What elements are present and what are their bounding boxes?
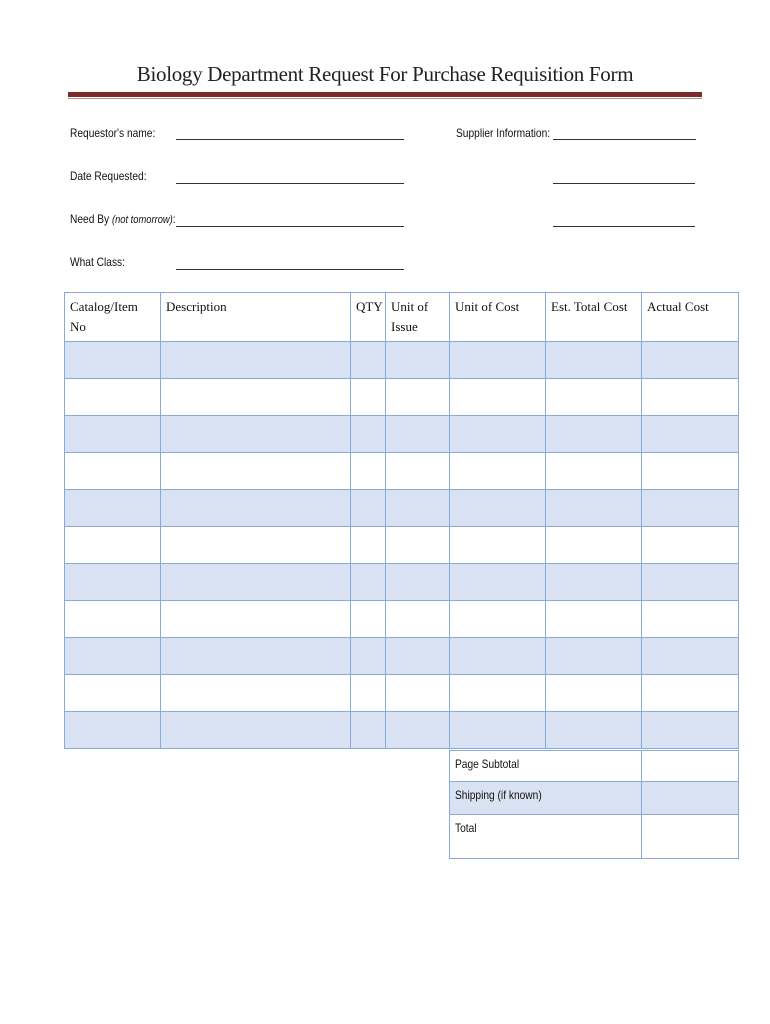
cell-unit-of-issue[interactable] — [386, 416, 450, 453]
cell-unit-of-cost[interactable] — [450, 416, 546, 453]
cell-unit-of-issue[interactable] — [386, 564, 450, 601]
date-requested-label: Date Requested: — [70, 169, 147, 183]
cell-est-total-cost[interactable] — [546, 638, 642, 675]
table-row — [65, 527, 739, 564]
table-header-row — [65, 293, 739, 342]
shipping-cell[interactable] — [642, 782, 739, 815]
table-row — [65, 601, 739, 638]
cell-description[interactable] — [161, 564, 351, 601]
cell-qty[interactable] — [351, 675, 386, 712]
requestor-field[interactable] — [176, 139, 404, 140]
title-underline-thin — [68, 98, 702, 99]
cell-description[interactable] — [161, 379, 351, 416]
cell-actual-cost[interactable] — [642, 416, 739, 453]
cell-description[interactable] — [161, 527, 351, 564]
header-catalog-item-no: Catalog/Item No — [65, 293, 161, 342]
supplier-field-2[interactable] — [553, 183, 695, 184]
cell-unit-of-cost[interactable] — [450, 453, 546, 490]
cell-actual-cost[interactable] — [642, 490, 739, 527]
cell-unit-of-issue[interactable] — [386, 675, 450, 712]
shipping-label: Shipping (if known) — [455, 788, 542, 802]
cell-qty[interactable] — [351, 638, 386, 675]
total-row — [450, 815, 739, 859]
cell-catalog[interactable] — [65, 712, 161, 749]
cell-catalog[interactable] — [65, 453, 161, 490]
totals-table — [449, 750, 739, 859]
cell-unit-of-cost[interactable] — [450, 712, 546, 749]
table-row — [65, 490, 739, 527]
cell-unit-of-cost[interactable] — [450, 379, 546, 416]
header-unit-of-issue: Unit of Issue — [386, 293, 450, 342]
cell-catalog[interactable] — [65, 601, 161, 638]
cell-est-total-cost[interactable] — [546, 416, 642, 453]
date-requested-field[interactable] — [176, 183, 404, 184]
cell-description[interactable] — [161, 675, 351, 712]
subtotal-row — [450, 751, 739, 782]
requestor-label: Requestor's name: — [70, 126, 156, 140]
cell-actual-cost[interactable] — [642, 527, 739, 564]
cell-unit-of-issue[interactable] — [386, 712, 450, 749]
cell-unit-of-cost[interactable] — [450, 601, 546, 638]
cell-catalog[interactable] — [65, 527, 161, 564]
cell-unit-of-issue[interactable] — [386, 601, 450, 638]
cell-description[interactable] — [161, 416, 351, 453]
cell-description[interactable] — [161, 490, 351, 527]
title-underline — [68, 92, 702, 97]
table-row — [65, 675, 739, 712]
cell-est-total-cost[interactable] — [546, 379, 642, 416]
cell-unit-of-issue[interactable] — [386, 490, 450, 527]
cell-unit-of-cost[interactable] — [450, 638, 546, 675]
items-table — [64, 292, 739, 749]
need-by-field[interactable] — [176, 226, 404, 227]
cell-est-total-cost[interactable] — [546, 675, 642, 712]
table-row — [65, 564, 739, 601]
table-row — [65, 342, 739, 379]
cell-catalog[interactable] — [65, 675, 161, 712]
header-qty: QTY — [351, 293, 386, 342]
what-class-label: What Class: — [70, 255, 125, 269]
cell-qty[interactable] — [351, 490, 386, 527]
cell-est-total-cost[interactable] — [546, 601, 642, 638]
cell-actual-cost[interactable] — [642, 601, 739, 638]
need-by-text: Need By — [70, 212, 110, 226]
cell-est-total-cost[interactable] — [546, 490, 642, 527]
cell-unit-of-cost[interactable] — [450, 490, 546, 527]
cell-unit-of-cost[interactable] — [450, 564, 546, 601]
cell-qty[interactable] — [351, 712, 386, 749]
cell-est-total-cost[interactable] — [546, 527, 642, 564]
cell-description[interactable] — [161, 342, 351, 379]
cell-actual-cost[interactable] — [642, 675, 739, 712]
cell-unit-of-issue[interactable] — [386, 379, 450, 416]
cell-description[interactable] — [161, 712, 351, 749]
total-label: Total — [455, 821, 477, 835]
cell-unit-of-issue[interactable] — [386, 453, 450, 490]
total-cell[interactable] — [642, 815, 739, 859]
page-subtotal-cell[interactable] — [642, 751, 739, 782]
page-subtotal-label: Page Subtotal — [455, 757, 520, 771]
cell-catalog[interactable] — [65, 342, 161, 379]
cell-unit-of-cost[interactable] — [450, 675, 546, 712]
cell-qty[interactable] — [351, 564, 386, 601]
cell-catalog[interactable] — [65, 416, 161, 453]
table-row — [65, 453, 739, 490]
cell-actual-cost[interactable] — [642, 342, 739, 379]
header-description: Description — [161, 293, 351, 342]
cell-est-total-cost[interactable] — [546, 342, 642, 379]
cell-description[interactable] — [161, 601, 351, 638]
table-row — [65, 712, 739, 749]
cell-est-total-cost[interactable] — [546, 453, 642, 490]
cell-unit-of-issue[interactable] — [386, 342, 450, 379]
cell-actual-cost[interactable] — [642, 712, 739, 749]
table-row — [65, 416, 739, 453]
cell-unit-of-cost[interactable] — [450, 527, 546, 564]
supplier-info-label: Supplier Information: — [456, 126, 551, 140]
cell-description[interactable] — [161, 638, 351, 675]
cell-actual-cost[interactable] — [642, 379, 739, 416]
supplier-field-1[interactable] — [553, 139, 696, 140]
cell-qty[interactable] — [351, 601, 386, 638]
what-class-field[interactable] — [176, 269, 404, 270]
cell-qty[interactable] — [351, 379, 386, 416]
cell-unit-of-issue[interactable] — [386, 638, 450, 675]
header-unit-of-cost: Unit of Cost — [450, 293, 546, 342]
cell-qty[interactable] — [351, 453, 386, 490]
cell-catalog[interactable] — [65, 379, 161, 416]
cell-qty[interactable] — [351, 527, 386, 564]
need-by-colon: : — [172, 212, 176, 226]
cell-unit-of-issue[interactable] — [386, 527, 450, 564]
cell-catalog[interactable] — [65, 490, 161, 527]
cell-est-total-cost[interactable] — [546, 564, 642, 601]
cell-actual-cost[interactable] — [642, 638, 739, 675]
cell-actual-cost[interactable] — [642, 453, 739, 490]
cell-description[interactable] — [161, 453, 351, 490]
cell-actual-cost[interactable] — [642, 564, 739, 601]
header-est-total-cost: Est. Total Cost — [546, 293, 642, 342]
shipping-row — [450, 782, 739, 815]
cell-qty[interactable] — [351, 416, 386, 453]
table-row — [65, 379, 739, 416]
supplier-field-3[interactable] — [553, 226, 695, 227]
cell-qty[interactable] — [351, 342, 386, 379]
form-title: Biology Department Request For Purchase Requisition Form — [136, 62, 634, 86]
cell-catalog[interactable] — [65, 638, 161, 675]
cell-catalog[interactable] — [65, 564, 161, 601]
need-by-note: (not tomorrow) — [111, 214, 173, 226]
header-actual-cost: Actual Cost — [642, 293, 739, 342]
need-by-label — [70, 212, 176, 226]
cell-unit-of-cost[interactable] — [450, 342, 546, 379]
table-row — [65, 638, 739, 675]
cell-est-total-cost[interactable] — [546, 712, 642, 749]
